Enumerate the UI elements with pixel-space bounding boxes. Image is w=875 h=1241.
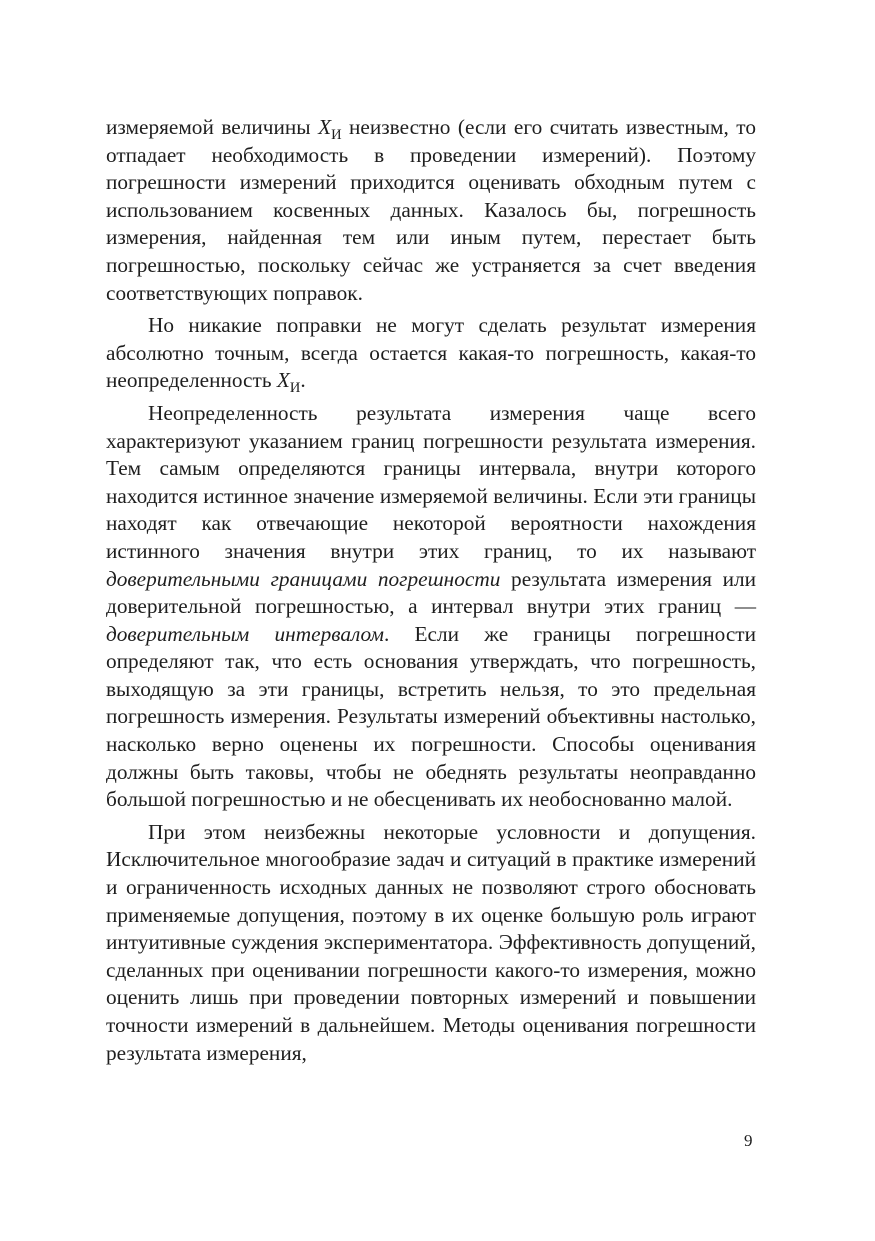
variable-x-true-value bbox=[276, 368, 301, 397]
body-text bbox=[106, 114, 756, 1067]
paragraph-2-text-start: Но никакие поправки не могут сделать результат измерения абсолютно точным, всегда остается какая-то погрешность, какая-то неопределенность bbox=[106, 313, 756, 393]
paragraph-4 bbox=[106, 819, 756, 1067]
paragraph-1 bbox=[106, 114, 756, 307]
term-confidence-interval: доверительным интервалом bbox=[106, 621, 384, 646]
paragraph-3-text-end: . Если же границы погрешности определяют так, что есть основания утверждать, что погрешность, выходящую за эти границы, встретить нельзя, то это предельная погрешность измерения. Результаты измерений объективны настолько, насколько верно оценены их погрешности. Способы оценивания должны быть таковы, чтобы не обеднять результаты неоправданно большой погрешностью и не обесценивать их необоснованно малой. bbox=[106, 621, 756, 812]
variable-symbol: X bbox=[318, 115, 332, 139]
paragraph-2 bbox=[106, 312, 756, 395]
page-number: 9 bbox=[744, 1131, 753, 1150]
paragraph-2-text-end: . bbox=[300, 368, 306, 393]
paragraph-3-text-middle: результата измерения или доверительной погрешностью, а интервал внутри этих границ — bbox=[106, 566, 756, 619]
paragraph-3-text-start: Неопределенность результата измерения чаще всего характеризуют указанием границ погрешности результата измерения. Тем самым определяются границы интервала, внутри которого находится истинное значение измеряемой величины. Если эти границы находят как отвечающие некоторой вероятности нахождения истинного значения внутри этих границ, то их называют bbox=[106, 400, 756, 563]
paragraph-4-text: При этом неизбежны некоторые условности и допущения. Исключительное многообразие задач и ситуаций в практике измерений и ограниченность исходных данных не позволяют строго обосновать применяемые допущения, поэтому в их оценке большую роль играют интуитивные суждения экспериментатора. Эффективность допущений, сделанных при оценивании погрешности какого-то измерения, можно оценить лишь при проведении повторных измерений и повышении точности измерений в дальнейшем. Методы оценивания погрешности результата измерения, bbox=[106, 819, 756, 1065]
paragraph-1-text-end: неизвестно (если его считать известным, то отпадает необходимость в проведении измерений). Поэтому погрешности измерений приходится оценивать обходным путем с использованием косвенных данных. Казалось бы, погрешность измерения, найденная тем или иным путем, перестает быть погрешностью, поскольку сейчас же устраняется за счет введения соответствующих поправок. bbox=[106, 115, 756, 305]
variable-x-true-value bbox=[318, 115, 342, 144]
term-confidence-bounds: доверительными границами погрешности bbox=[106, 566, 501, 591]
paragraph-1-text-start: измеряемой величины bbox=[106, 115, 319, 139]
variable-subscript: И bbox=[289, 380, 301, 397]
variable-symbol: X bbox=[276, 368, 290, 393]
variable-subscript: И bbox=[331, 127, 342, 144]
paragraph-3 bbox=[106, 400, 756, 814]
